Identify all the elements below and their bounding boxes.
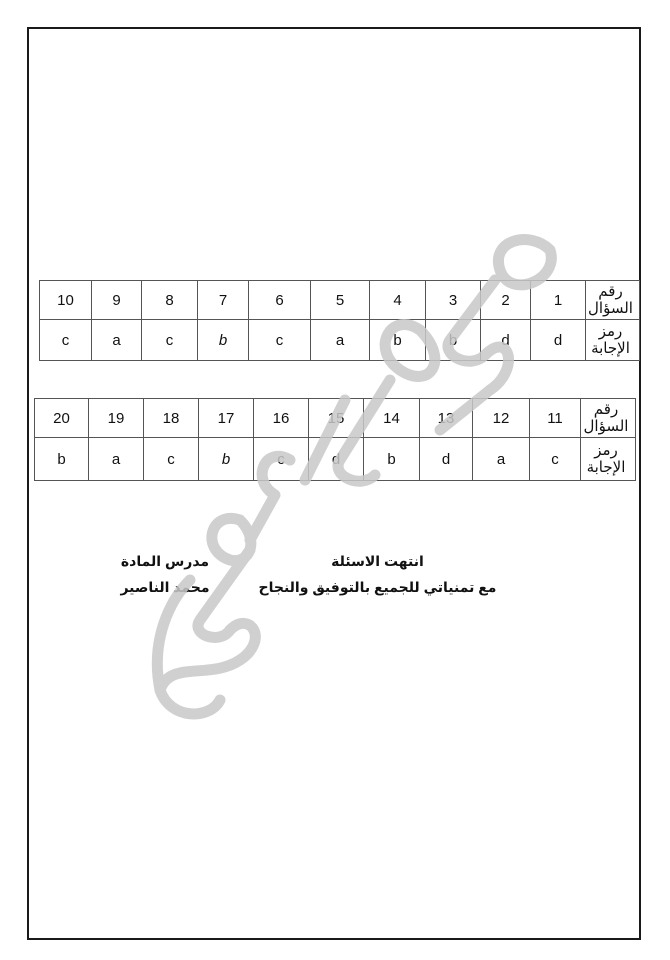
teacher-title: مدرس المادة	[120, 553, 210, 569]
answer-code-row	[35, 438, 636, 481]
question-number-cell: 13	[420, 399, 473, 438]
question-number-cell: 3	[426, 281, 481, 320]
question-number-cell: 4	[370, 281, 426, 320]
question-number-cell: 17	[199, 399, 254, 438]
question-number-cell: 20	[35, 399, 89, 438]
question-number-cell: 11	[530, 399, 581, 438]
answer-code-cell: a	[473, 438, 530, 481]
answer-code-cell: c	[530, 438, 581, 481]
answer-code-row	[40, 320, 640, 361]
question-number-row	[35, 399, 636, 438]
answer-code-cell: c	[254, 438, 309, 481]
answer-code-header: رمز الإجابة	[586, 320, 640, 361]
closing-line-end: انتهت الاسئلة	[331, 553, 424, 569]
question-number-cell: 18	[144, 399, 199, 438]
question-number-cell: 1	[531, 281, 586, 320]
answer-code-cell: a	[92, 320, 142, 361]
question-number-cell: 5	[311, 281, 370, 320]
question-number-cell: 19	[89, 399, 144, 438]
answer-key-table-2	[34, 398, 636, 481]
answer-code-cell: d	[420, 438, 473, 481]
answer-code-cell: b	[199, 438, 254, 481]
answer-code-cell: a	[311, 320, 370, 361]
question-number-header: رقم السؤال	[586, 281, 640, 320]
answer-code-cell: d	[531, 320, 586, 361]
answer-code-cell: c	[249, 320, 311, 361]
answer-code-cell: b	[198, 320, 249, 361]
answer-code-header: رمز الإجابة	[581, 438, 636, 481]
answer-code-cell: b	[426, 320, 481, 361]
teacher-signature	[105, 548, 225, 600]
answer-code-cell: d	[481, 320, 531, 361]
question-number-cell: 12	[473, 399, 530, 438]
answer-key-table-1	[39, 280, 640, 361]
answer-code-cell: c	[142, 320, 198, 361]
teacher-name: محمد الناصير	[120, 579, 210, 595]
page-frame	[27, 27, 641, 940]
closing-line-wishes: مع تمنياتي للجميع بالتوفيق والنجاح	[258, 579, 497, 595]
answer-code-cell: d	[309, 438, 364, 481]
question-number-cell: 14	[364, 399, 420, 438]
question-number-cell: 7	[198, 281, 249, 320]
question-number-cell: 15	[309, 399, 364, 438]
question-number-cell: 16	[254, 399, 309, 438]
question-number-cell: 2	[481, 281, 531, 320]
question-number-cell: 10	[40, 281, 92, 320]
question-number-cell: 8	[142, 281, 198, 320]
answer-code-cell: a	[89, 438, 144, 481]
question-number-row	[40, 281, 640, 320]
question-number-header: رقم السؤال	[581, 399, 636, 438]
answer-code-cell: b	[370, 320, 426, 361]
answer-code-cell: b	[364, 438, 420, 481]
answer-code-cell: c	[144, 438, 199, 481]
question-number-cell: 9	[92, 281, 142, 320]
question-number-cell: 6	[249, 281, 311, 320]
answer-code-cell: b	[35, 438, 89, 481]
answer-code-cell: c	[40, 320, 92, 361]
closing-message	[255, 548, 500, 600]
